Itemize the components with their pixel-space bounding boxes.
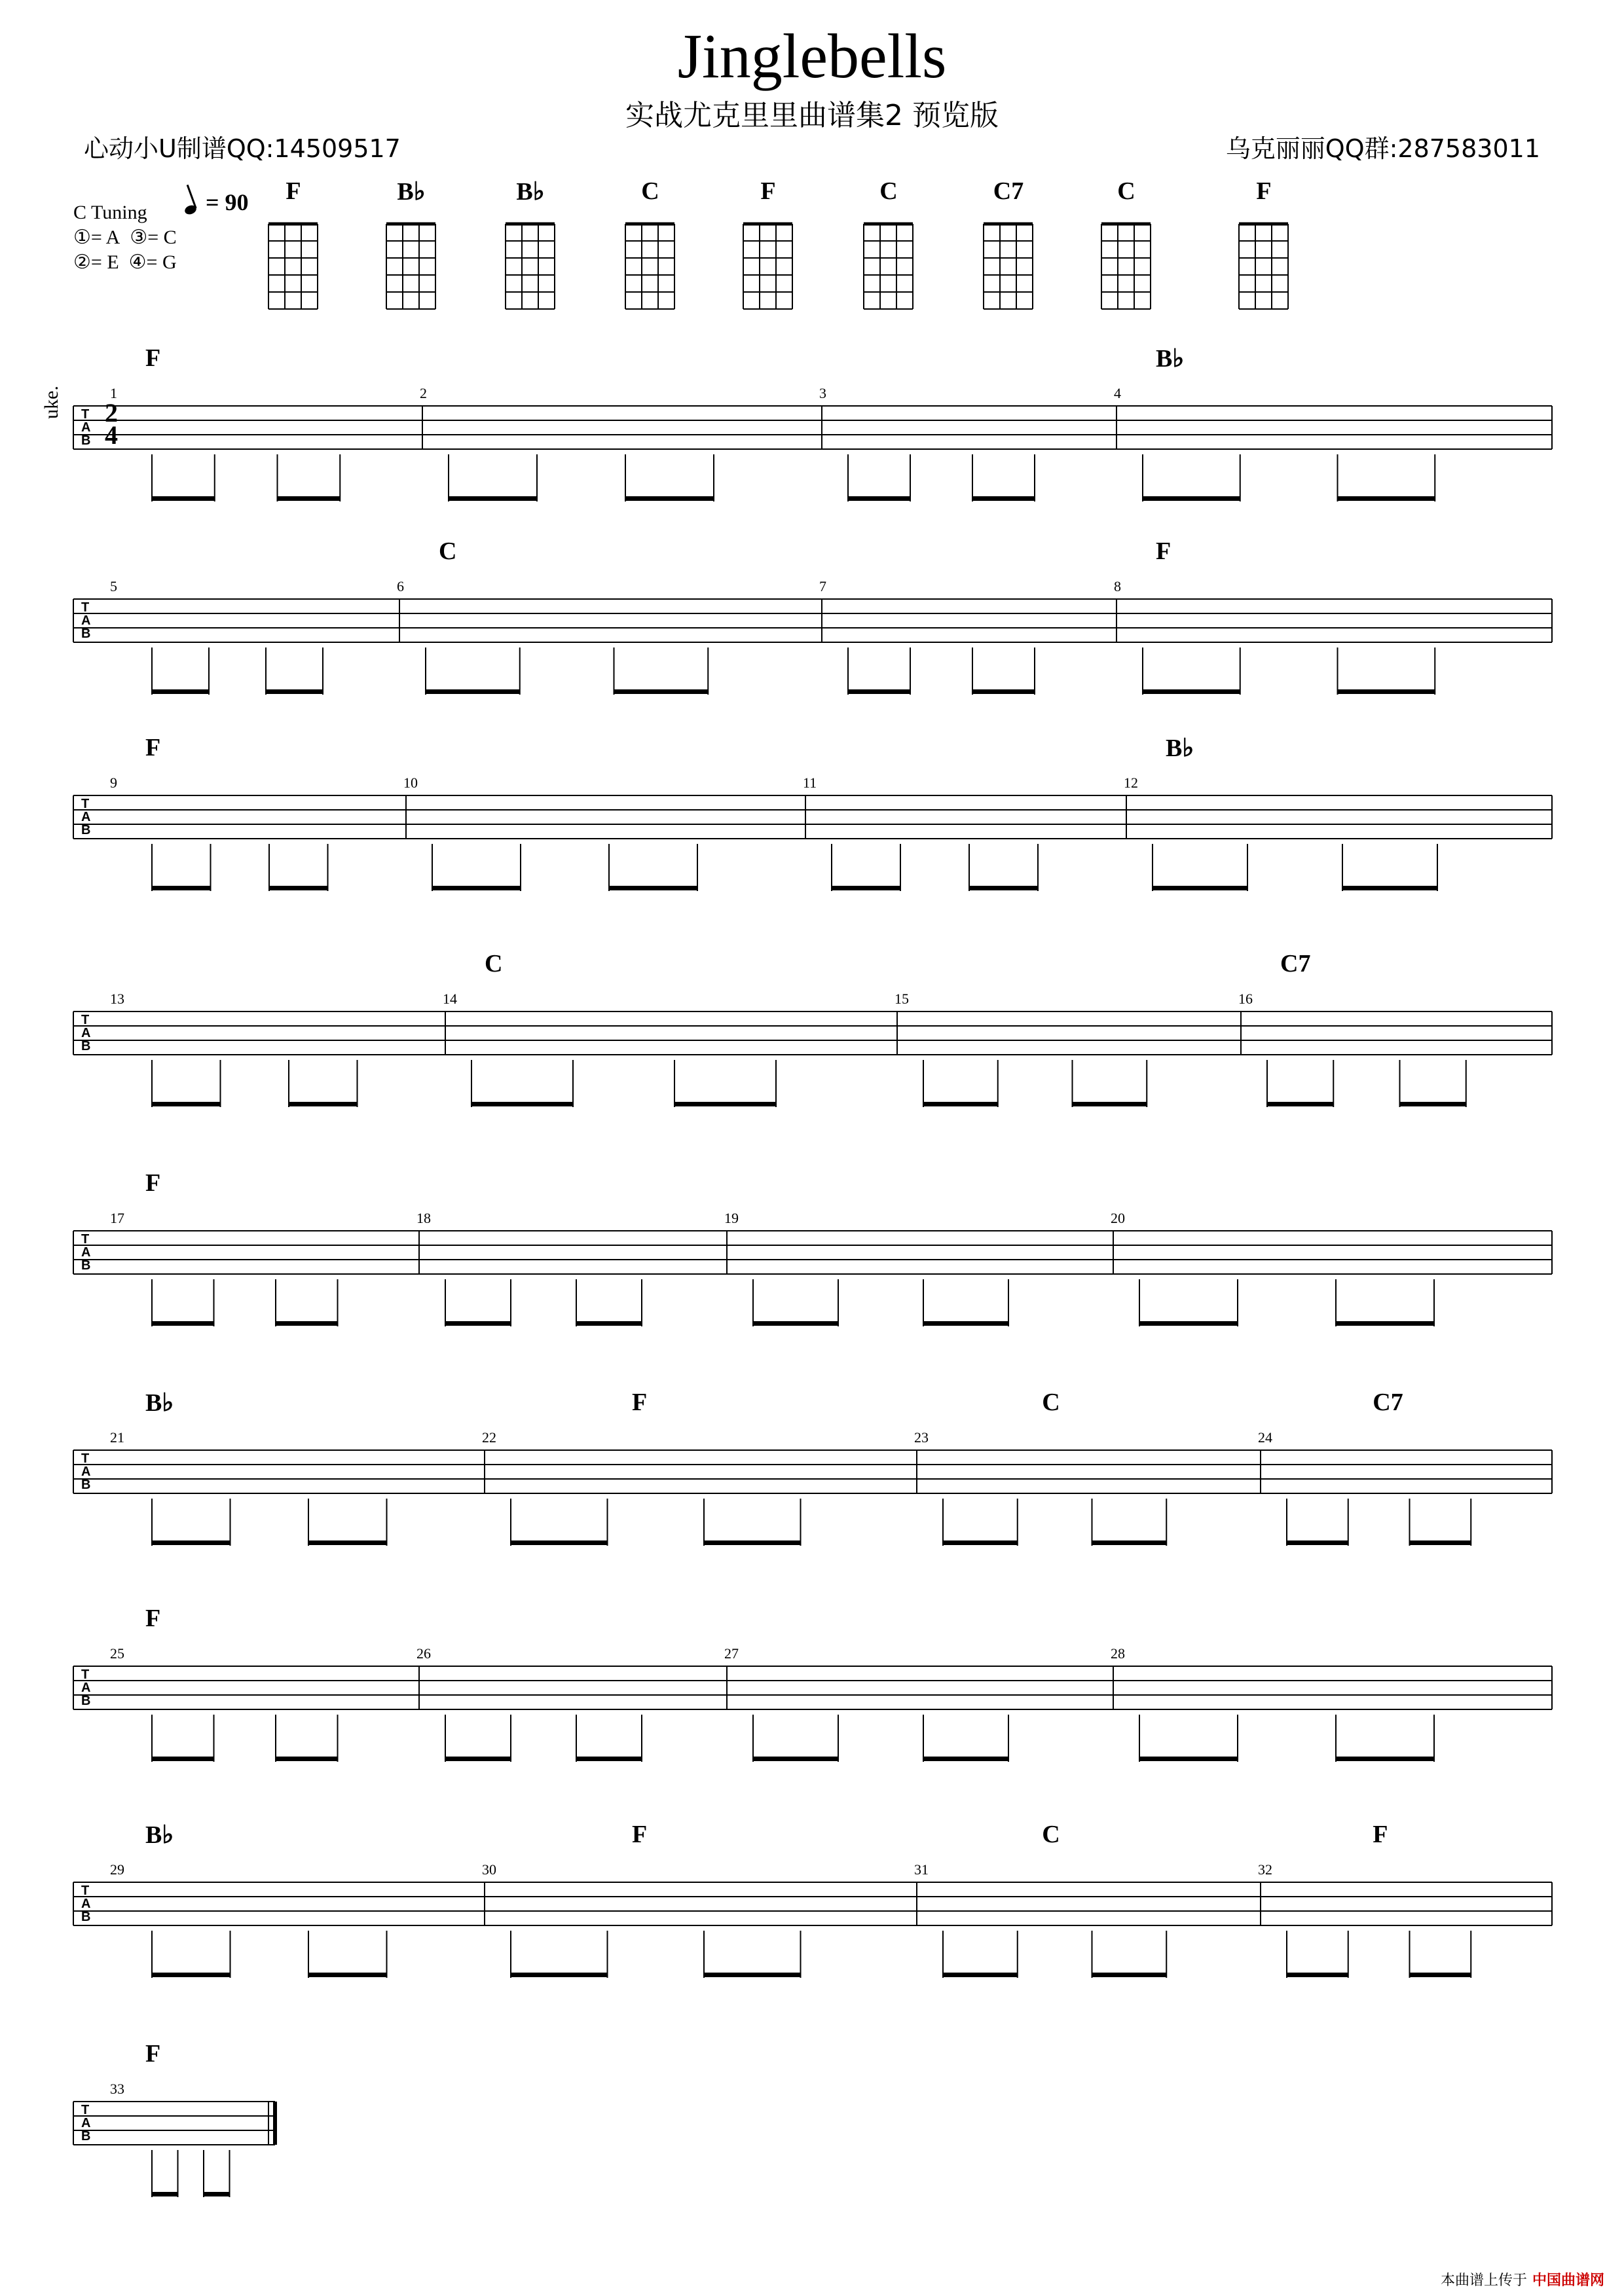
measure-number: 21 [110,1429,124,1446]
instrument-label: uke. [41,386,62,419]
measure-number: 33 [110,2081,124,2097]
tab-clef-letter: A [81,1245,91,1260]
measure-number: 16 [1238,991,1253,1007]
beam [1092,1973,1167,1977]
beam [1410,1973,1471,1977]
chord-symbol: C [1042,1389,1060,1416]
beam [1143,496,1240,501]
beam [848,689,910,694]
measure-number: 27 [724,1645,739,1662]
tab-clef-letter: A [81,1897,91,1911]
tuning-string-1: ①= A [73,227,120,248]
chord-diagram-name: B♭ [397,178,426,206]
measure-number: 14 [443,991,457,1007]
chord-symbol: C7 [1280,950,1311,977]
beam [1139,1757,1238,1761]
beam [1153,886,1247,890]
tab-clef-letter: T [81,1451,90,1466]
tab-clef-letter: B [81,2129,91,2143]
beam [1073,1102,1147,1106]
beam [445,1757,511,1761]
beam [426,689,520,694]
beam [152,2192,178,2196]
chord-symbol: C [1042,1821,1060,1848]
tab-clef-letter: A [81,1026,91,1040]
tab-clef-letter: B [81,1694,91,1708]
chord-symbol: F [632,1821,648,1848]
beam [511,1540,608,1545]
beam [625,496,714,501]
beam [576,1321,642,1326]
beam [674,1102,776,1106]
tab-clef-letter: T [81,1667,90,1682]
beam [848,496,910,501]
chord-symbol: C [485,950,503,977]
beam [972,689,1035,694]
measure-number: 10 [403,774,418,791]
measure-number: 1 [110,385,117,401]
beam [511,1973,608,1977]
tempo-value: = 90 [206,189,249,215]
tab-clef-letter: T [81,2103,90,2117]
beam [943,1540,1018,1545]
measure-number: 32 [1258,1861,1272,1878]
beam [923,1757,1008,1761]
beam [308,1540,387,1545]
tab-clef-letter: T [81,1232,90,1247]
measure-number: 31 [914,1861,929,1878]
tab-clef-letter: T [81,1013,90,1027]
chord-symbol: C [439,538,457,565]
measure-number: 22 [482,1429,496,1446]
arranger-credit: 心动小U制谱QQ:14509517 [84,134,401,163]
beam [923,1321,1008,1326]
beam [471,1102,573,1106]
beam [969,886,1038,890]
measure-number: 18 [416,1210,431,1226]
beam [445,1321,511,1326]
beam [1092,1540,1167,1545]
measure-number: 24 [1258,1429,1272,1446]
tab-clef-letter: A [81,613,91,628]
time-signature-bottom: 4 [105,420,118,450]
chord-symbol: F [632,1389,648,1416]
tab-clef-letter: T [81,407,90,422]
tuning-name: C Tuning [73,202,147,223]
beam [1287,1973,1348,1977]
song-title: Jinglebells [677,21,947,91]
beam [204,2192,230,2196]
chord-symbol: B♭ [1156,345,1185,373]
beam [1338,496,1435,501]
beam [308,1973,387,1977]
beam [1410,1540,1471,1545]
tab-clef-letter: A [81,1681,91,1695]
tab-clef-letter: T [81,797,90,811]
beam [753,1321,838,1326]
beam [266,689,323,694]
beam [1287,1540,1348,1545]
beam [832,886,900,890]
beam [152,1757,214,1761]
beam [753,1757,838,1761]
tuning-string-2: ②= E [73,251,119,273]
beam [289,1102,358,1106]
beam [1338,689,1435,694]
tuning-string-4: ④= G [128,251,177,273]
chord-diagram-name: C [879,177,898,205]
chord-diagram-name: F [1256,177,1272,205]
group-credit: 乌克丽丽QQ群:287583011 [1225,134,1540,163]
measure-number: 5 [110,578,117,594]
chord-symbol: F [1156,538,1172,565]
beam [1400,1102,1466,1106]
chord-diagram-name: C [641,177,659,205]
beam [943,1973,1018,1977]
beam [276,1321,338,1326]
time-signature-top: 2 [105,398,118,428]
tuning-string-3: ③= C [130,227,177,248]
chord-symbol: F [145,1605,161,1632]
tab-clef-letter: A [81,810,91,824]
beam [614,689,709,694]
chord-diagram-name: F [760,177,776,205]
tab-clef-letter: T [81,600,90,615]
song-subtitle: 实战尤克里里曲谱集2 预览版 [625,99,999,132]
beam [576,1757,642,1761]
measure-number: 19 [724,1210,739,1226]
beam [923,1102,998,1106]
chord-symbol: F [145,734,161,761]
measure-number: 28 [1111,1645,1125,1662]
beam [276,1757,338,1761]
tab-clef-letter: T [81,1884,90,1898]
chord-symbol: F [145,2040,161,2068]
tab-clef-letter: B [81,627,91,641]
measure-number: 25 [110,1645,124,1662]
measure-number: 4 [1114,385,1121,401]
measure-number: 2 [420,385,427,401]
tab-clef-letter: B [81,1258,91,1273]
beam [152,1102,221,1106]
beam [609,886,697,890]
measure-number: 8 [1114,578,1121,594]
measure-number: 17 [110,1210,124,1226]
measure-number: 26 [416,1645,431,1662]
chord-symbol: F [145,1169,161,1197]
tab-clef-letter: A [81,420,91,435]
tab-clef-letter: B [81,1910,91,1924]
footer-text: 本曲谱上传于 [1440,2272,1527,2289]
measure-number: 6 [397,578,404,594]
tab-clef-letter: B [81,433,91,448]
beam [432,886,521,890]
chord-symbol: F [145,344,161,372]
beam [278,496,341,501]
site-logo: 中国曲谱网 [1532,2272,1604,2289]
footer-watermark [1441,2269,1604,2289]
tab-clef-letter: B [81,823,91,837]
chord-diagram-name: B♭ [516,178,545,206]
time-signature [105,398,118,450]
chord-diagram-name: F [286,177,301,205]
measure-number: 7 [819,578,826,594]
chord-symbol: C7 [1373,1389,1403,1416]
beam [704,1540,801,1545]
tab-clef-letter: A [81,2116,91,2130]
measure-number: 30 [482,1861,496,1878]
beam [152,496,215,501]
beam [152,886,211,890]
beam [1336,1757,1434,1761]
chord-symbol: F [1373,1821,1388,1848]
beam [704,1973,801,1977]
measure-number: 15 [895,991,909,1007]
chord-symbol: B♭ [145,1389,174,1417]
beam [1267,1102,1333,1106]
beam [269,886,328,890]
beam [1139,1321,1238,1326]
chord-symbol: B♭ [1166,735,1194,762]
chord-diagram-name: C7 [993,177,1024,205]
beam [972,496,1035,501]
measure-number: 11 [803,774,817,791]
tab-clef-letter: B [81,1039,91,1053]
beam [152,1321,214,1326]
beam [1342,886,1437,890]
beam [152,1973,231,1977]
beam [1143,689,1240,694]
measure-number: 29 [110,1861,124,1878]
beam [449,496,537,501]
measure-number: 20 [1111,1210,1125,1226]
tab-clef-letter: B [81,1478,91,1492]
beam [1336,1321,1434,1326]
measure-number: 13 [110,991,124,1007]
chord-symbol: B♭ [145,1821,174,1849]
tab-clef-letter: A [81,1465,91,1479]
chord-diagram-name: C [1117,177,1135,205]
measure-number: 12 [1124,774,1138,791]
measure-number: 3 [819,385,826,401]
measure-number: 23 [914,1429,929,1446]
beam [152,689,209,694]
beam [152,1540,231,1545]
measure-number: 9 [110,774,117,791]
